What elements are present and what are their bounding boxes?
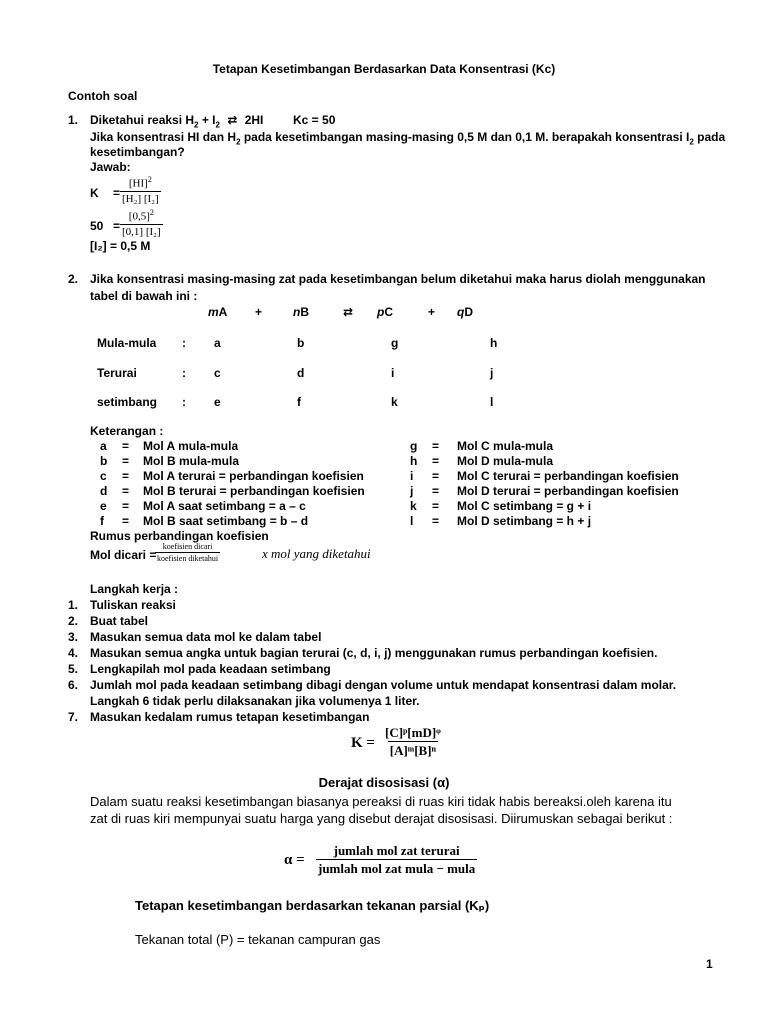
kp-title: Tetapan kesetimbangan berdasarkan tekanan parsial (Kₚ) [135,898,490,913]
eq-term-nB: nB [293,305,310,319]
eq-term-qD: qD [457,305,474,319]
eq-term-mA: mA [208,305,228,319]
q1-k-label: K [90,186,99,200]
mol-tail: x mol yang diketahui [262,546,371,561]
langkah-title: Langkah kerja : [90,582,179,596]
equilibrium-arrow-icon: ⇄ [227,113,238,127]
eq-plus-2: + [428,305,436,319]
page-title: Tetapan Kesetimbangan Berdasarkan Data Konsentrasi (Kc) [212,62,556,76]
q1-equals-2: = [113,219,121,233]
q1-fraction-2: $\frac{[0,5]^2}{\text{[0,1] [I₂]}}$ [122,208,161,238]
q1-fifty: 50 [90,219,104,233]
q1-reaction: Diketahui reaksi $H_2 + I_2$ ⇄ 2HI [90,113,264,130]
eq-term-pC: pC [377,305,394,319]
derajat-paragraph-1: Dalam suatu reaksi kesetimbangan biasanya pereaksi di ruas kiri tidak habis bereaksi.oleh karena itu [90,794,672,809]
page-number: 1 [706,957,713,971]
q1-question-line: Jika konsentrasi HI dan $H_2$ pada kesetimbangan masing-masing 0,5 M dan 0,1 M. berapakah konsentrasi $I_2$ pada [90,130,726,147]
q1-number: 1. [68,113,79,127]
kp-line: Tekanan total (P) = tekanan campuran gas [135,932,381,947]
q1-equals: = [113,186,121,200]
q2-line-1: Jika konsentrasi masing-masing zat pada kesetimbangan belum diketahui maka harus diolah menggunakan [90,272,706,286]
q2-line-2: tabel di bawah ini : [90,289,198,303]
alpha-formula-fraction: jumlah mol zat terurai jumlah mol zat mula − mula [318,843,476,876]
equilibrium-arrow-icon: ⇄ [343,305,354,319]
q1-answer-label: Jawab: [90,160,131,174]
q1-result: [I₂] = 0,5 M [90,239,151,253]
k-formula-lhs: K = [351,735,375,751]
eq-plus-1: + [255,305,263,319]
rumus-title: Rumus perbandingan koefisien [90,529,269,543]
derajat-paragraph-2: zat di ruas kiri mempunyai suatu harga yang disebut derajat disosisasi. Diirumuskan sebagai berikut : [90,811,673,826]
q2-number: 2. [68,272,79,286]
alpha-formula-lhs: α = [284,852,305,868]
derajat-title: Derajat disosisasi (α) [318,775,450,790]
q1-kc: Kc = 50 [293,113,336,127]
mol-dicari-label: Mol dicari = [90,548,157,562]
k-formula-fraction: $\frac{\text{[C]ᵖ[mD]ᵠ}}{\text{[A]ᵐ[B]ⁿ}}$ [385,725,441,758]
q1-question-line-2: kesetimbangan? [90,145,185,159]
section-label-contoh-soal: Contoh soal [68,89,138,103]
q1-fraction-1: $\frac{[HI]^2}{\text{[H₂] [I₂]}}$ [122,175,159,205]
legend-title: Keterangan : [90,424,164,438]
mol-ratio-fraction: koefisien dicari koefisien diketahui [157,542,219,563]
